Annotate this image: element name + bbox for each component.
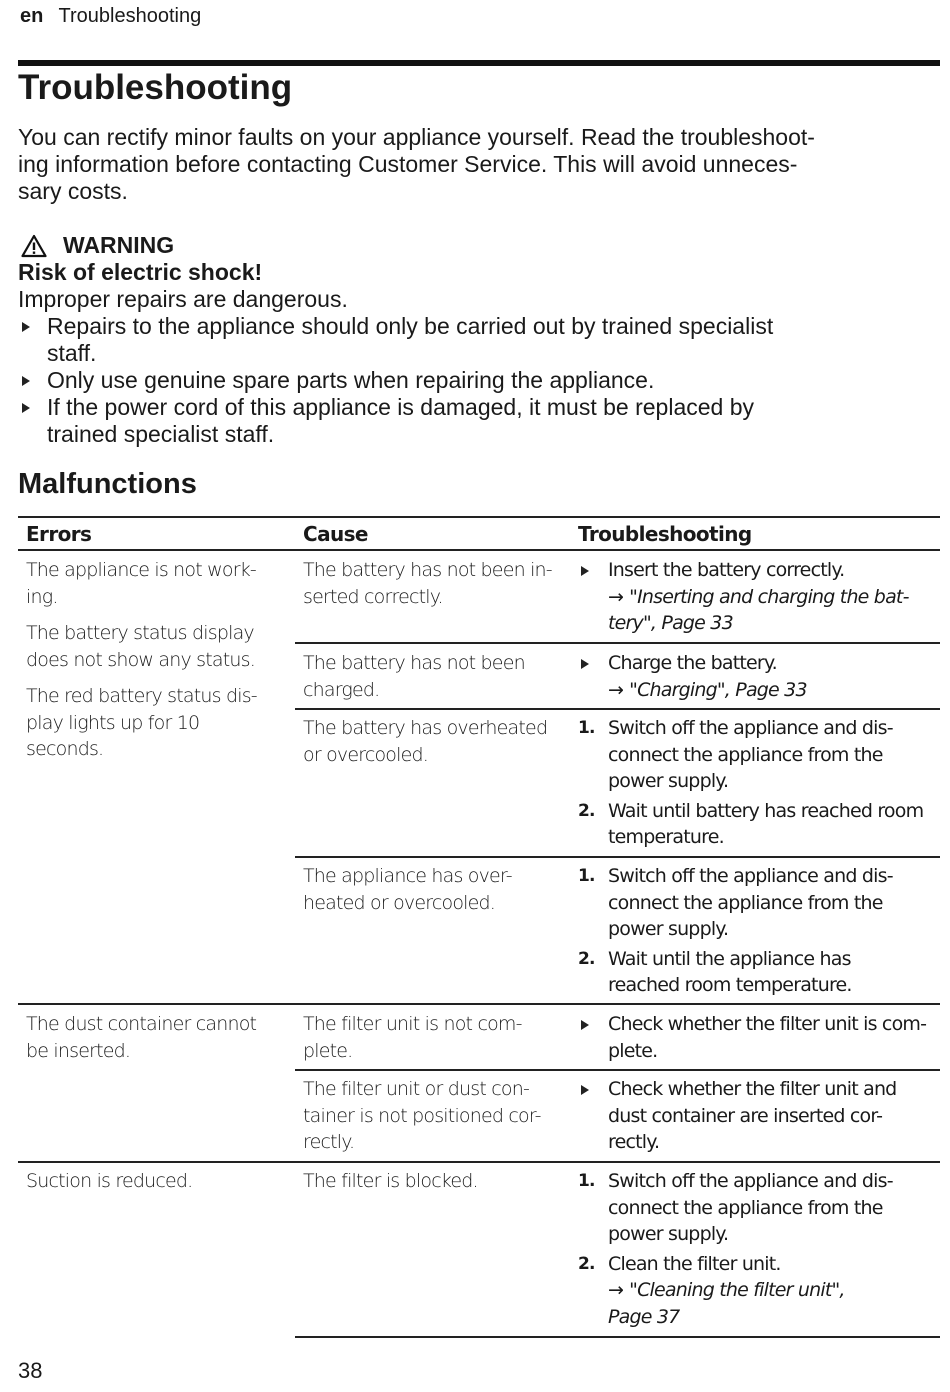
page-title: Troubleshooting [18, 68, 293, 107]
warning-item-line: If the power cord of this appliance is damaged, it must be replaced by [47, 394, 755, 420]
page-number: 38 [18, 1358, 43, 1383]
cause-entry: The filter is blocked. [303, 1170, 478, 1192]
table-top-rule [18, 516, 940, 518]
page-reference: → "Cleaning the filter unit", Page 37 [608, 1279, 845, 1328]
row-rule [18, 1003, 940, 1005]
malfunctions-table [18, 516, 940, 1340]
bullet-arrow-icon [581, 1085, 589, 1095]
row-rule [295, 642, 940, 644]
warning-text: Improper repairs are dangerous. [18, 286, 348, 312]
cause-entry: The battery has overheated or overcooled. [303, 717, 548, 766]
running-header [20, 5, 201, 28]
intro-line: ing information before contacting Customer Service. This will avoid unneces- [18, 151, 798, 177]
warning-list [18, 313, 928, 448]
row-rule [18, 1161, 940, 1163]
error-cell [26, 557, 286, 763]
intro-paragraph [18, 124, 923, 205]
table-bottom-rule [295, 1336, 940, 1338]
running-header-section: Troubleshooting [58, 5, 202, 27]
fix-entry [578, 1168, 938, 1330]
header-rule [18, 60, 940, 66]
page-reference: → "Inserting and charging the bat- tery", Page 33 [608, 585, 909, 634]
warning-item-line: Repairs to the appliance should only be carried out by trained specialist [47, 313, 774, 339]
error-entry: The appliance is not work- ing. [26, 559, 256, 608]
bullet-arrow-icon [581, 566, 589, 576]
reference-arrow-icon: → [608, 678, 624, 701]
malfunctions-heading: Malfunctions [18, 468, 197, 500]
column-header-troubleshooting: Troubleshooting [578, 522, 752, 546]
warning-triangle-icon [21, 234, 47, 258]
fix-entry [578, 1076, 938, 1156]
fix-step: 1. Switch off the appliance and dis- connect the appliance from the power supply. [578, 865, 893, 940]
fix-step: 1. Switch off the appliance and dis- connect the appliance from the power supply. [578, 717, 893, 792]
fix-step: Check whether the filter unit and dust container are inserted cor- rectly. [578, 1076, 938, 1156]
warning-label: WARNING [63, 232, 175, 258]
bullet-arrow-icon [22, 403, 30, 413]
row-rule [295, 1069, 940, 1071]
language-code: en [20, 5, 44, 27]
fix-step: 2. Wait until the appliance has reached room temperature. [578, 947, 852, 996]
intro-line: You can rectify minor faults on your appliance yourself. Read the troubleshoot- [18, 124, 815, 150]
warning-item [18, 394, 928, 448]
row-rule [295, 708, 940, 710]
fix-step: Check whether the filter unit is com- plete. [578, 1011, 938, 1064]
cause-entry: The battery has not been in- serted correctly. [303, 559, 552, 608]
cause-entry: The appliance has over- heated or overcooled. [303, 865, 512, 914]
bullet-arrow-icon [22, 322, 30, 332]
cause-entry: The filter unit or dust con- tainer is not positioned cor- rectly. [303, 1078, 541, 1153]
fix-entry [578, 650, 938, 703]
cause-entry: The battery has not been charged. [303, 652, 525, 701]
fix-step: 1. Switch off the appliance and dis- connect the appliance from the power supply. [578, 1170, 893, 1245]
warning-item-line: staff. [47, 340, 97, 366]
fix-entry [578, 863, 938, 999]
warning-item [18, 367, 928, 394]
fix-step: 2. Clean the filter unit. → "Cleaning the filter unit", Page 37 [578, 1252, 845, 1328]
warning-item-line: Only use genuine spare parts when repairing the appliance. [47, 367, 655, 393]
page-reference: → "Charging", Page 33 [608, 678, 807, 701]
fix-step: Insert the battery correctly. → "Inserting and charging the bat- tery", Page 33 [578, 557, 938, 637]
fix-step: 2. Wait until battery has reached room temperature. [578, 799, 924, 848]
bullet-arrow-icon [581, 659, 589, 669]
warning-box [18, 232, 928, 448]
bullet-arrow-icon [22, 376, 30, 386]
intro-line: sary costs. [18, 178, 128, 204]
header-rule [18, 549, 940, 551]
reference-arrow-icon: → [608, 585, 624, 608]
warning-item [18, 313, 928, 367]
fix-step: Charge the battery. → "Charging", Page 33 [578, 650, 938, 703]
column-header-errors: Errors [26, 522, 92, 546]
warning-item-line: trained specialist staff. [47, 421, 275, 447]
column-header-cause: Cause [303, 522, 368, 546]
error-entry: The dust container cannot be inserted. [26, 1013, 257, 1062]
error-entry: Suction is reduced. [26, 1170, 193, 1192]
fix-entry [578, 1011, 938, 1064]
fix-entry [578, 557, 938, 637]
reference-arrow-icon: → [608, 1279, 624, 1301]
error-entry: The battery status display does not show any status. [26, 622, 256, 671]
warning-subtitle: Risk of electric shock! [18, 259, 263, 285]
bullet-arrow-icon [581, 1020, 589, 1030]
cause-entry: The filter unit is not com- plete. [303, 1013, 522, 1062]
warning-heading [18, 232, 928, 259]
row-rule [295, 856, 940, 858]
fix-entry [578, 715, 938, 851]
error-entry: The red battery status dis- play lights up for 10 seconds. [26, 685, 257, 760]
